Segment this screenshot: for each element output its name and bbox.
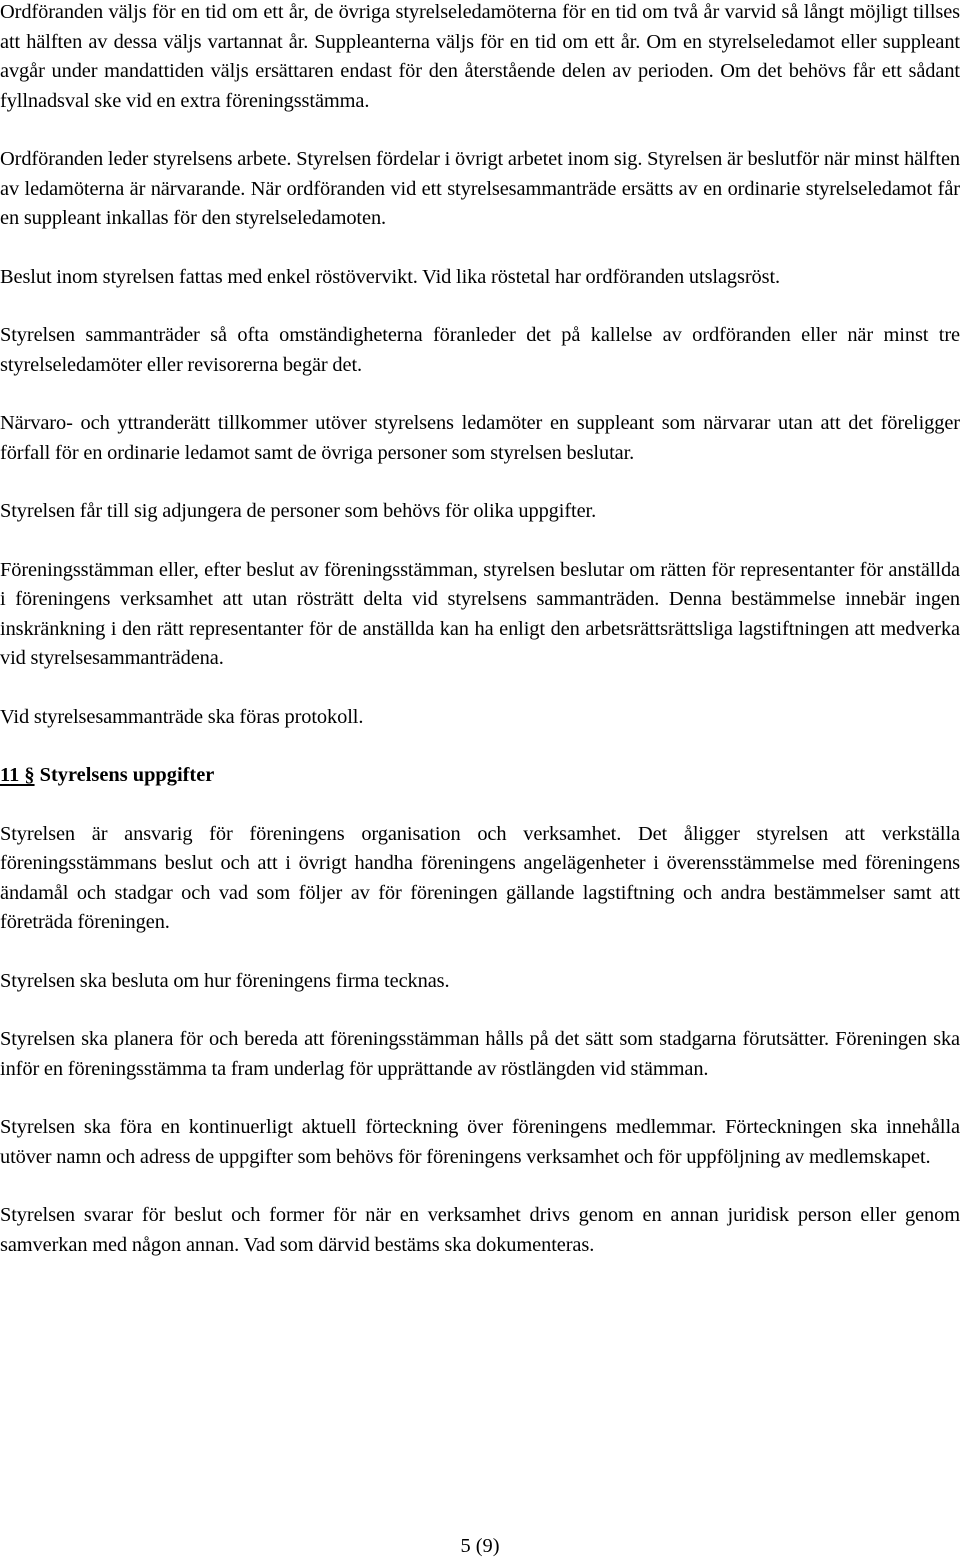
page-number: 5 (9) <box>460 1535 500 1557</box>
paragraph-attendance-rights: Närvaro- och yttranderätt tillkommer utöver styrelsens ledamöter en suppleant som närvarar utan att det föreligger förfall för en ordinarie ledamot samt de övriga personer som styrelsen beslutar. <box>0 412 960 464</box>
paragraph-member-register: Styrelsen ska föra en kontinuerligt aktuell förteckning över föreningens medlemmar. Förteckningen ska innehålla utöver namn och adress de uppgifter som behövs för föreningens verksamhet och för uppföljning av medlemskapet. <box>0 1116 960 1168</box>
paragraph-chair-leads: Ordföranden leder styrelsens arbete. Styrelsen fördelar i övrigt arbetet inom sig. Styrelsen är beslutför när minst hälften av ledamöterna är närvarande. När ordföranden vid ett styrelsesammanträde ersätts av en ordinarie styrelseledamot får en suppleant inkallas för den styrelseledamoten. <box>0 148 960 229</box>
paragraph-board-election: Ordföranden väljs för en tid om ett år, de övriga styrelseledamöterna för en tid om två år varvid så långt möjligt tillses att hälften av dessa väljs vartannat år. Suppleanterna väljs för en tid om ett år. Om en styrelseledamot eller suppleant avgår under mandattiden väljs ersättaren endast för den återstående delen av perioden. Om det behövs får ett sådant fyllnadsval ske vid en extra föreningsstämma. <box>0 1 960 112</box>
paragraph-signatory: Styrelsen ska besluta om hur föreningens firma tecknas. <box>0 969 450 992</box>
section-heading <box>0 761 960 791</box>
paragraph-minutes: Vid styrelsesammanträde ska föras protokoll. <box>0 705 364 728</box>
section-number: 11 § <box>0 764 35 786</box>
section-title: Styrelsens uppgifter <box>39 764 215 786</box>
paragraph-meeting-planning: Styrelsen ska planera för och bereda att föreningsstämman hålls på det sätt som stadgarna förutsätter. Föreningen ska inför en föreningsstämma ta fram underlag för upprättande av röstlängden vid stämman. <box>0 1028 960 1080</box>
paragraph-majority-vote: Beslut inom styrelsen fattas med enkel röstövervikt. Vid lika röstetal har ordföranden utslagsröst. <box>0 265 781 288</box>
paragraph-meeting-frequency: Styrelsen sammanträder så ofta omständigheterna föranleder det på kallelse av ordföranden eller när minst tre styrelseledamöter eller revisorerna begär det. <box>0 324 960 376</box>
paragraph-adjunct-members: Styrelsen får till sig adjungera de personer som behövs för olika uppgifter. <box>0 500 597 522</box>
paragraph-legal-entity: Styrelsen svarar för beslut och former för när en verksamhet drivs genom en annan juridisk person eller genom samverkan med någon annan. Vad som därvid bestäms ska dokumenteras. <box>0 1204 960 1256</box>
paragraph-employee-representatives: Föreningsstämman eller, efter beslut av föreningsstämman, styrelsen beslutar om rätten för representanter för anställda i föreningens verksamhet att utan rösträtt delta vid styrelsens sammanträden. Denna bestämmelse innebär ingen inskränkning i den rätt representanter för de anställda kan ha enligt den arbetsrättsrättsliga lagstiftningen att medverka vid styrelsesammanträdena. <box>0 558 960 669</box>
paragraph-board-responsibility: Styrelsen är ansvarig för föreningens organisation och verksamhet. Det åligger styrelsen att verkställa föreningsstämmans beslut och att i övrigt handha föreningens angelägenheter i överensstämmelse med föreningens ändamål och stadgar och vad som följer av för föreningen gällande lagstiftning och andra bestämmelser samt att företräda föreningen. <box>0 822 960 933</box>
